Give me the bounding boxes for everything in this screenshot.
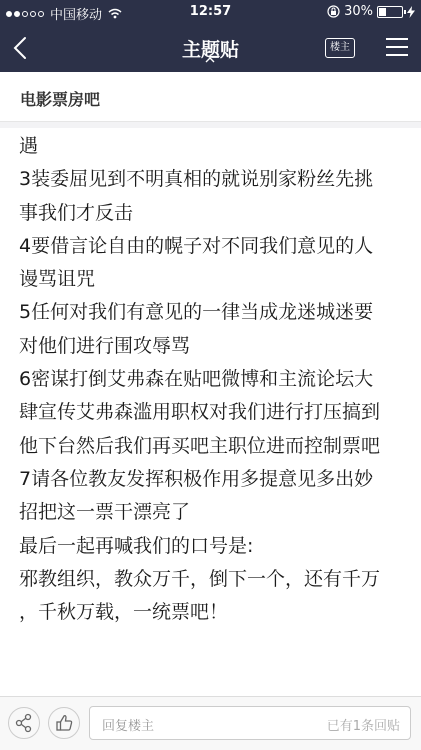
menu-icon[interactable] [386, 38, 408, 58]
forum-header[interactable] [0, 72, 421, 122]
reply-placeholder: 回复楼主 [102, 719, 155, 734]
share-icon [9, 708, 39, 738]
divider [0, 122, 421, 128]
post-line: 4要借言论自由的幌子对不同我们意见的人 [19, 234, 374, 257]
post-line: ，千秋万载，一统票吧！ [19, 601, 229, 624]
post-line: 最后一起再喊我们的口号是: [19, 534, 254, 557]
battery-icon [377, 6, 403, 18]
like-button[interactable] [48, 707, 80, 739]
nav-bar [0, 24, 421, 72]
post-line: 他下台然后我们再买吧主职位进而控制票吧 [19, 434, 381, 457]
post-line: 5任何对我们有意见的一律当成龙迷城迷要 [19, 301, 374, 324]
post-line: 招把这一票干漂亮了 [19, 501, 191, 524]
status-right [327, 4, 415, 19]
battery-percent: 30% [344, 4, 373, 19]
post-line: 3装委屈见到不明真相的就说别家粉丝先挑 [19, 168, 374, 191]
battery-level-fill [379, 8, 386, 16]
post-line: 对他们进行围攻辱骂 [19, 334, 191, 357]
page-title: 主题贴 [181, 39, 239, 61]
chevron-up-icon[interactable] [205, 57, 215, 63]
host-only-button[interactable]: 楼主 [325, 38, 355, 58]
charging-bolt-icon [407, 6, 415, 18]
forum-name: 电影票房吧 [20, 90, 101, 109]
post-content [19, 130, 415, 629]
status-time: 12:57 [189, 4, 232, 19]
status-bar [0, 0, 421, 24]
post-line: 遇 [19, 135, 39, 157]
bottom-bar [0, 696, 421, 750]
post-line: 6密谋打倒艾弗森在贴吧微博和主流论坛大 [19, 368, 374, 391]
post-line: 事我们才反击 [19, 201, 134, 224]
post-line: 7请各位教友发挥积极作用多提意见多出妙 [19, 467, 374, 490]
reply-count: 已有1条回贴 [326, 719, 400, 734]
reply-input[interactable] [89, 706, 411, 740]
share-button[interactable] [8, 707, 40, 739]
thumbs-up-icon [49, 708, 79, 738]
post-line: 肆宣传艾弗森滥用职权对我们进行打压搞到 [19, 401, 381, 424]
carrier-name: 中国移动 [50, 8, 103, 23]
rotation-lock-icon [327, 5, 340, 18]
post-line: 谩骂诅咒 [19, 268, 96, 291]
post-line: 邪教组织，教众万千，倒下一个，还有千万 [19, 567, 381, 590]
